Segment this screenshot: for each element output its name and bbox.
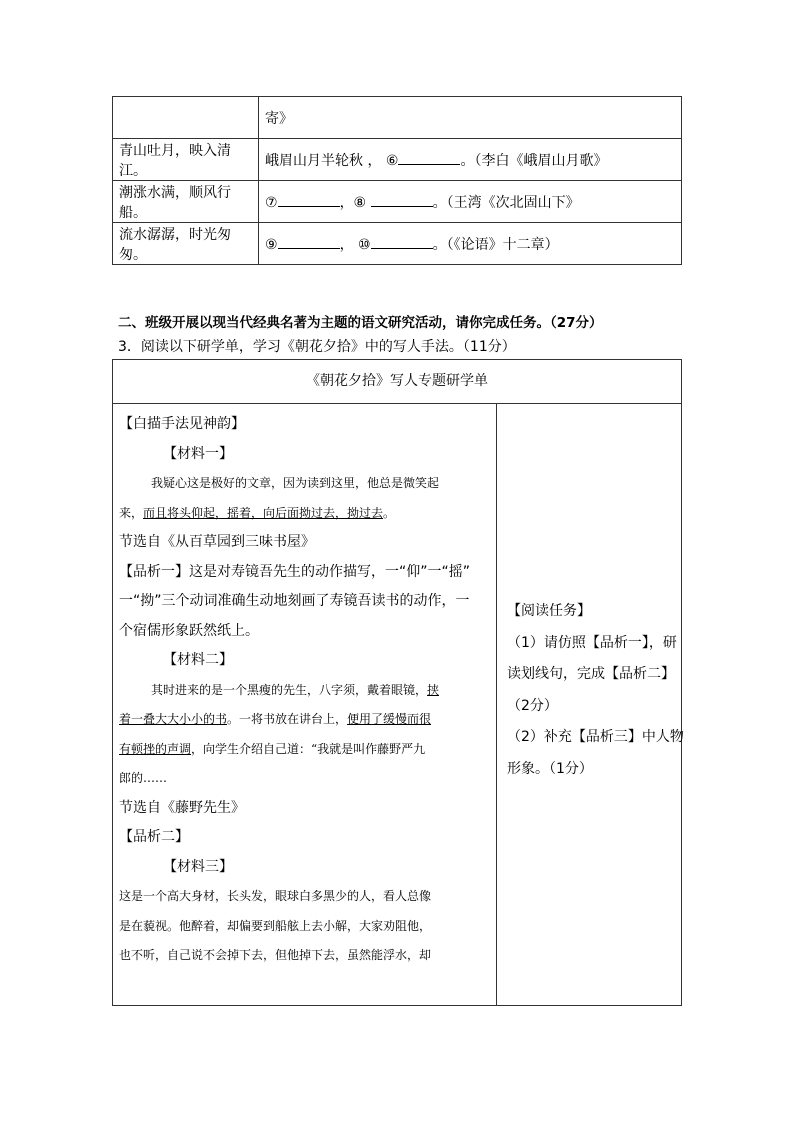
task-column (507, 596, 684, 785)
table-cell: 寄》 (259, 97, 682, 139)
cell-text: 。（王湾《次北固山下》 (432, 194, 580, 211)
cell-text: 。（李白《峨眉山月歌》 (460, 152, 608, 169)
answer-blank[interactable] (371, 236, 433, 249)
material-text (119, 705, 491, 735)
material-text: 也不听，自己说不会掉下去，但他掉下去，虽然能浮水，却 (119, 948, 432, 962)
material-column (119, 410, 491, 971)
analysis-text: 一“拗”三个动词准确生动地刻画了寿镜吾读书的动作，一 (119, 593, 470, 609)
table-row (113, 223, 682, 265)
column-divider (496, 403, 497, 1006)
heading: 【白描手法见神韵】 (119, 416, 245, 432)
material-label: 【材料一】 (163, 445, 233, 462)
cell-text: ， ⑩ (339, 236, 371, 253)
material-label: 【材料三】 (163, 858, 233, 875)
material-label: 【材料二】 (163, 652, 233, 668)
sheet-title: 《朝花夕拾》写人专题研学单 (113, 360, 681, 404)
text: 其时进来的是一个黑瘦的先生，八字须，戴着眼镜， (151, 682, 428, 697)
cell-text: ，⑧ (339, 194, 371, 211)
table-cell (113, 97, 259, 139)
table-cell: 青山吐月，映入清江。 (113, 139, 259, 181)
task-title: 【阅读任务】 (507, 603, 591, 619)
poem-table (112, 96, 682, 265)
answer-blank[interactable] (278, 236, 340, 249)
text: 。一将书放在讲台上， (227, 712, 348, 726)
section-heading: 二、班级开展以现当代经典名著为主题的语文研究活动，请你完成任务。（27分） (118, 315, 603, 331)
answer-blank[interactable] (371, 194, 433, 207)
text: 。 (383, 505, 396, 520)
question-3: 3．阅读以下研学单，学习《朝花夕拾》中的写人手法。（11分） (118, 339, 516, 355)
cell-text: ⑨ (265, 236, 278, 253)
table-cell (259, 181, 682, 223)
material-text: 这是一个高大身材，长头发，眼球白多黑少的人，看人总像 (119, 889, 432, 903)
text: 来， (119, 505, 144, 520)
task-text: 读划线句，完成【品析二】 (507, 666, 675, 682)
analysis-text: 【品析一】这是对寿镜吾先生的动作描写，一“仰”一“摇” (119, 563, 471, 580)
cell-text: 峨眉山月半轮秋 ， ⑥ (265, 152, 399, 169)
cell-text: 。（《论语》十二章） (432, 236, 559, 253)
text: ，向学生介绍自己道：“我就是叫作藤野严九 (191, 741, 426, 756)
table-row (113, 97, 682, 139)
underlined-text: 而且将头仰起，摇着，向后面拗过去，拗过去 (143, 505, 384, 520)
material-text: 我疑心这是极好的文章，因为读到这里，他总是微笑起 (151, 476, 440, 490)
material-text (119, 676, 491, 706)
table-row (113, 181, 682, 223)
source: 节选自《从百草园到三味书屋》 (119, 534, 315, 550)
analysis-text: 个宿儒形象跃然纸上。 (119, 622, 259, 639)
analysis-label: 【品析二】 (119, 829, 189, 845)
underlined-text: 挟 (427, 682, 440, 697)
study-sheet-table (112, 359, 682, 1006)
material-text (119, 735, 491, 765)
material-text: 郎的…… (119, 771, 168, 785)
underlined-text: 着一叠大大小小的书 (119, 712, 228, 726)
answer-blank[interactable] (398, 152, 460, 165)
cell-text: ⑦ (265, 194, 278, 211)
task-text: （2分） (507, 697, 558, 714)
task-text: 形象。（1分） (507, 760, 593, 777)
material-text: 是在藐视。他醉着，却偏要到船舷上去小解，大家劝阻他， (119, 918, 432, 933)
table-cell: 潮涨水满，顺风行船。 (113, 181, 259, 223)
source: 节选自《藤野先生》 (119, 799, 245, 816)
table-row (113, 139, 682, 181)
underlined-text: 有顿挫的声调 (119, 741, 192, 756)
table-cell: 流水潺潺，时光匆匆。 (113, 223, 259, 265)
table-cell (259, 223, 682, 265)
task-text: （1）请仿照【品析一】，研 (507, 634, 677, 651)
table-cell (259, 139, 682, 181)
answer-blank[interactable] (278, 194, 340, 207)
task-text: （2）补充【品析三】中人物 (507, 729, 684, 745)
material-text (119, 499, 491, 529)
underlined-text: 便用了缓慢而很 (347, 712, 432, 726)
